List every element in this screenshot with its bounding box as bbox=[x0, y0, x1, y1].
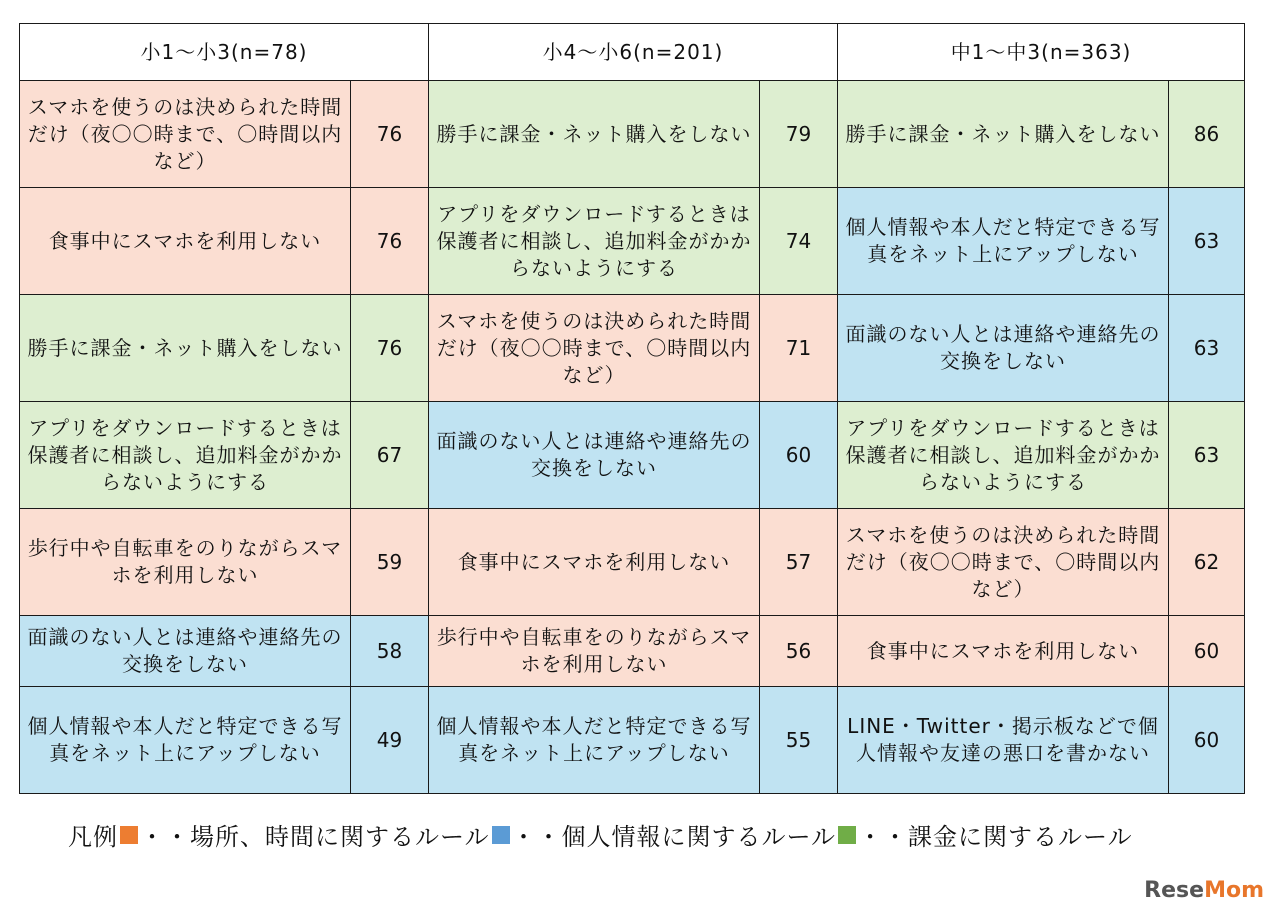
table-row bbox=[20, 188, 1245, 295]
percent-cell: 76 bbox=[351, 188, 429, 295]
percent-cell: 86 bbox=[1169, 81, 1245, 188]
rule-cell: 食事中にスマホを利用しない bbox=[838, 616, 1169, 687]
rule-cell: 面識のない人とは連絡や連絡先の交換をしない bbox=[838, 295, 1169, 402]
rule-cell: 個人情報や本人だと特定できる写真をネット上にアップしない bbox=[429, 687, 760, 794]
percent-cell: 63 bbox=[1169, 402, 1245, 509]
ranking-table bbox=[19, 23, 1245, 794]
legend bbox=[68, 817, 1133, 852]
rule-cell: 面識のない人とは連絡や連絡先の交換をしない bbox=[20, 616, 351, 687]
table-row bbox=[20, 295, 1245, 402]
rule-cell: LINE・Twitter・掲示板などで個人情報や友達の悪口を書かない bbox=[838, 687, 1169, 794]
legend-title: 凡例 bbox=[68, 823, 118, 851]
header-row bbox=[20, 24, 1245, 81]
percent-cell: 59 bbox=[351, 509, 429, 616]
percent-cell: 63 bbox=[1169, 295, 1245, 402]
percent-cell: 63 bbox=[1169, 188, 1245, 295]
percent-cell: 62 bbox=[1169, 509, 1245, 616]
legend-label-place: ・・場所、時間に関するルール bbox=[140, 823, 490, 851]
percent-cell: 76 bbox=[351, 295, 429, 402]
rule-cell: 歩行中や自転車をのりながらスマホを利用しない bbox=[20, 509, 351, 616]
percent-cell: 76 bbox=[351, 81, 429, 188]
percent-cell: 56 bbox=[760, 616, 838, 687]
rule-cell: 個人情報や本人だと特定できる写真をネット上にアップしない bbox=[20, 687, 351, 794]
percent-cell: 58 bbox=[351, 616, 429, 687]
table-row bbox=[20, 687, 1245, 794]
percent-cell: 57 bbox=[760, 509, 838, 616]
resemom-logo: ReseMom bbox=[1144, 878, 1264, 903]
percent-cell: 71 bbox=[760, 295, 838, 402]
percent-cell: 60 bbox=[1169, 687, 1245, 794]
percent-cell: 67 bbox=[351, 402, 429, 509]
header-grade-4-6: 小4〜小6(n=201) bbox=[429, 24, 838, 81]
table-row bbox=[20, 402, 1245, 509]
percent-cell: 60 bbox=[760, 402, 838, 509]
legend-label-money: ・・課金に関するルール bbox=[858, 823, 1133, 851]
legend-swatch-place bbox=[120, 826, 138, 844]
percent-cell: 74 bbox=[760, 188, 838, 295]
rule-cell: アプリをダウンロードするときは保護者に相談し、追加料金がかからないようにする bbox=[20, 402, 351, 509]
table-row bbox=[20, 509, 1245, 616]
rule-cell: スマホを使うのは決められた時間だけ（夜〇〇時まで、〇時間以内など） bbox=[20, 81, 351, 188]
rule-cell: 勝手に課金・ネット購入をしない bbox=[20, 295, 351, 402]
rule-cell: アプリをダウンロードするときは保護者に相談し、追加料金がかからないようにする bbox=[429, 188, 760, 295]
rule-cell: スマホを使うのは決められた時間だけ（夜〇〇時まで、〇時間以内など） bbox=[838, 509, 1169, 616]
table-row bbox=[20, 81, 1245, 188]
percent-cell: 49 bbox=[351, 687, 429, 794]
rule-cell: スマホを使うのは決められた時間だけ（夜〇〇時まで、〇時間以内など） bbox=[429, 295, 760, 402]
rule-cell: 歩行中や自転車をのりながらスマホを利用しない bbox=[429, 616, 760, 687]
rule-cell: 食事中にスマホを利用しない bbox=[429, 509, 760, 616]
rule-cell: 個人情報や本人だと特定できる写真をネット上にアップしない bbox=[838, 188, 1169, 295]
legend-label-info: ・・個人情報に関するルール bbox=[511, 823, 837, 851]
legend-swatch-money bbox=[838, 826, 856, 844]
table-row bbox=[20, 616, 1245, 687]
rule-cell: 勝手に課金・ネット購入をしない bbox=[429, 81, 760, 188]
rule-cell: 食事中にスマホを利用しない bbox=[20, 188, 351, 295]
percent-cell: 79 bbox=[760, 81, 838, 188]
rule-cell: 勝手に課金・ネット購入をしない bbox=[838, 81, 1169, 188]
percent-cell: 60 bbox=[1169, 616, 1245, 687]
percent-cell: 55 bbox=[760, 687, 838, 794]
header-grade-1-3: 小1〜小3(n=78) bbox=[20, 24, 429, 81]
rule-cell: アプリをダウンロードするときは保護者に相談し、追加料金がかからないようにする bbox=[838, 402, 1169, 509]
header-junior-high: 中1〜中3(n=363) bbox=[838, 24, 1245, 81]
legend-swatch-info bbox=[492, 826, 510, 844]
rule-cell: 面識のない人とは連絡や連絡先の交換をしない bbox=[429, 402, 760, 509]
